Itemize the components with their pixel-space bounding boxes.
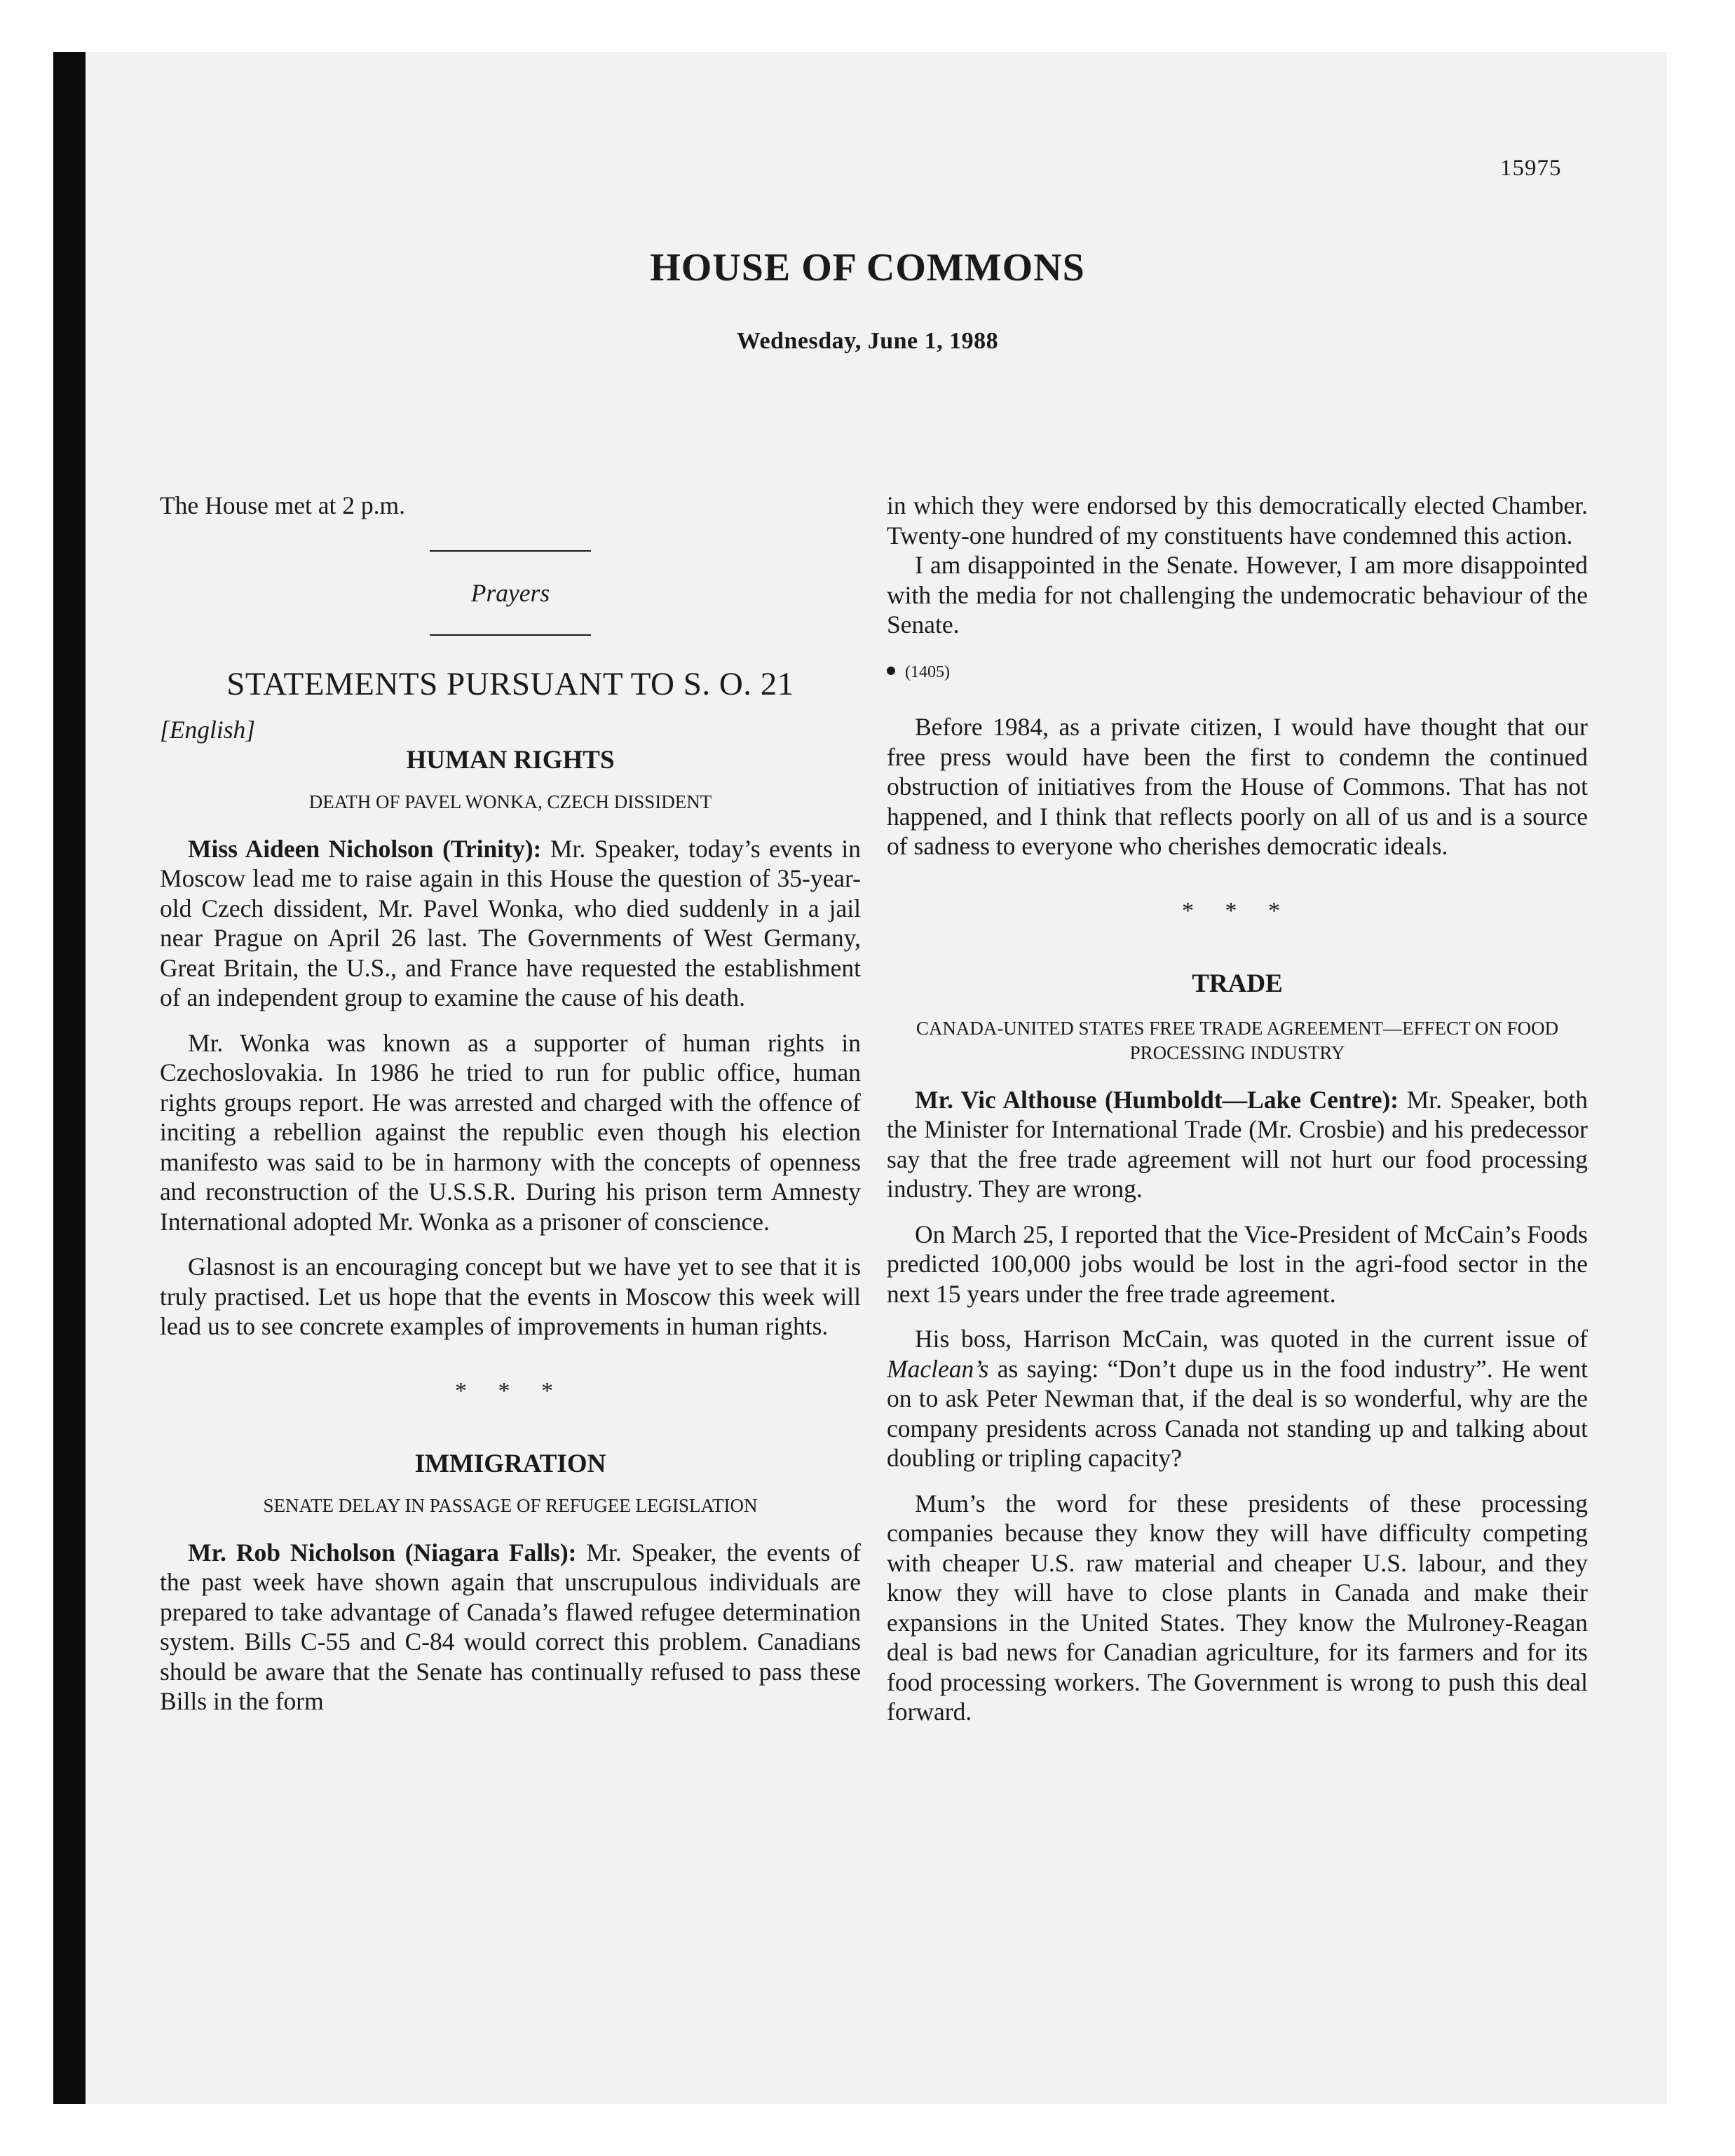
section-separator: * * * (1182, 897, 1293, 924)
divider-rule (430, 634, 591, 636)
right-column (887, 491, 1588, 1727)
statement-paragraph: His boss, Harrison McCain, was quoted in the current issue of Maclean’s as saying: “Don’t dupe us in the food industry”. He went on to ask Peter Newman that, if the deal is so wonderful, why are the company presidents across Canada not standing up and talking about doubling or tripling capacity? (887, 1325, 1588, 1472)
statement-paragraph-continued: in which they were endorsed by this democratically elected Chamber. Twenty-one hundred of my constituents have condemned this action. (887, 491, 1588, 550)
section-heading: STATEMENTS PURSUANT TO S. O. 21 (226, 666, 794, 702)
page-title: HOUSE OF COMMONS (650, 246, 1085, 289)
language-tag: [English] (160, 715, 256, 744)
statement-paragraph: Glasnost is an encouraging concept but we have yet to see that it is truly practised. Let us hope that the events in Moscow this week will lead us to see concrete examples of improvements in human rights. (160, 1253, 861, 1340)
bullet-icon (887, 667, 895, 675)
topic-heading-immigration: IMMIGRATION (414, 1449, 606, 1478)
statement-paragraph: Miss Aideen Nicholson (Trinity): Mr. Speaker, today’s events in Moscow lead me to raise again in this House the question of 35-year-old Czech dissident, Mr. Pavel Wonka, who died suddenly in a jail near Prague on April 26 last. The Governments of West Germany, Great Britain, the U.S., and France have requested the establishment of an independent group to examine the cause of his death. (160, 834, 861, 1011)
statement-paragraph: Mr. Vic Althouse (Humboldt—Lake Centre): Mr. Speaker, both the Minister for International Trade (Mr. Crosbie) and his predecessor say that the free trade agreement will not hurt our food processing industry. They are wrong. (887, 1085, 1588, 1203)
prayers-line: Prayers (470, 578, 550, 607)
speaker-name: Mr. Vic Althouse (Humboldt—Lake Centre): (915, 1085, 1399, 1114)
statement-paragraph: Mr. Rob Nicholson (Niagara Falls): Mr. Speaker, the events of the past week have shown again that unscrupulous individuals are prepared to take advantage of Canada’s flawed refugee determination system. Bills C-55 and C-84 would correct this problem. Canadians should be aware that the Senate has continually refused to pass these Bills in the form (160, 1538, 861, 1715)
topic-heading-trade: TRADE (1192, 969, 1283, 998)
page-number: 15975 (1500, 156, 1562, 181)
statement-paragraph: Before 1984, as a private citizen, I would have thought that our free press would have been the first to condemn the continued obstruction of initiatives from the House of Commons. That has not happened, and I think that reflects poorly on all of us and is a source of sadness to everyone who cherishes democratic ideals. (887, 713, 1588, 860)
section-separator: * * * (455, 1377, 566, 1404)
statement-paragraph: Mr. Wonka was known as a supporter of human rights in Czechoslovakia. In 1986 he tried to run for public office, human rights groups report. He was arrested and charged with the offence of inciting a rebellion against the republic even though his election manifesto was said to be in harmony with the concepts of openness and reconstruction of the U.S.S.R. During his prison term Amnesty International adopted Mr. Wonka as a prisoner of conscience. (160, 1028, 861, 1236)
house-met-line: The House met at 2 p.m. (160, 491, 405, 519)
subtopic-pavel-wonka: DEATH OF PAVEL WONKA, CZECH DISSIDENT (308, 791, 712, 812)
statement-paragraph: On March 25, I reported that the Vice-President of McCain’s Foods predicted 100,000 jobs would be lost in the agri-food sector in the next 15 years under the free trade agreement. (887, 1220, 1588, 1308)
divider-rule (430, 550, 591, 552)
topic-heading-human-rights: HUMAN RIGHTS (406, 746, 615, 775)
speaker-name: Miss Aideen Nicholson (Trinity): (188, 834, 542, 863)
time-marker: (1405) (887, 654, 1588, 688)
sitting-date: Wednesday, June 1, 1988 (736, 328, 999, 354)
binding-edge (53, 52, 86, 2104)
publication-title: Maclean’s (887, 1354, 989, 1383)
statement-paragraph: Mum’s the word for these presidents of these processing companies because they know they will have difficulty competing with cheaper U.S. raw material and cheaper U.S. labour, and they know they will have to close plants in Canada and make their expansions in the United States. They know the Mulroney-Reagan deal is bad news for Canadian agriculture, for its farmers and for its food processing workers. The Government is wrong to push this deal forward. (887, 1489, 1588, 1726)
speaker-name: Mr. Rob Nicholson (Niagara Falls): (188, 1538, 577, 1567)
subtopic-refugee-legislation: SENATE DELAY IN PASSAGE OF REFUGEE LEGISLATION (263, 1494, 758, 1516)
left-column (160, 491, 861, 1717)
statement-paragraph: I am disappointed in the Senate. However, I am more disappointed with the media for not challenging the undemocratic behaviour of the Senate. (887, 551, 1588, 639)
subtopic-free-trade: CANADA-UNITED STATES FREE TRADE AGREEMENT—EFFECT ON FOOD PROCESSING INDUSTRY (916, 1017, 1559, 1063)
